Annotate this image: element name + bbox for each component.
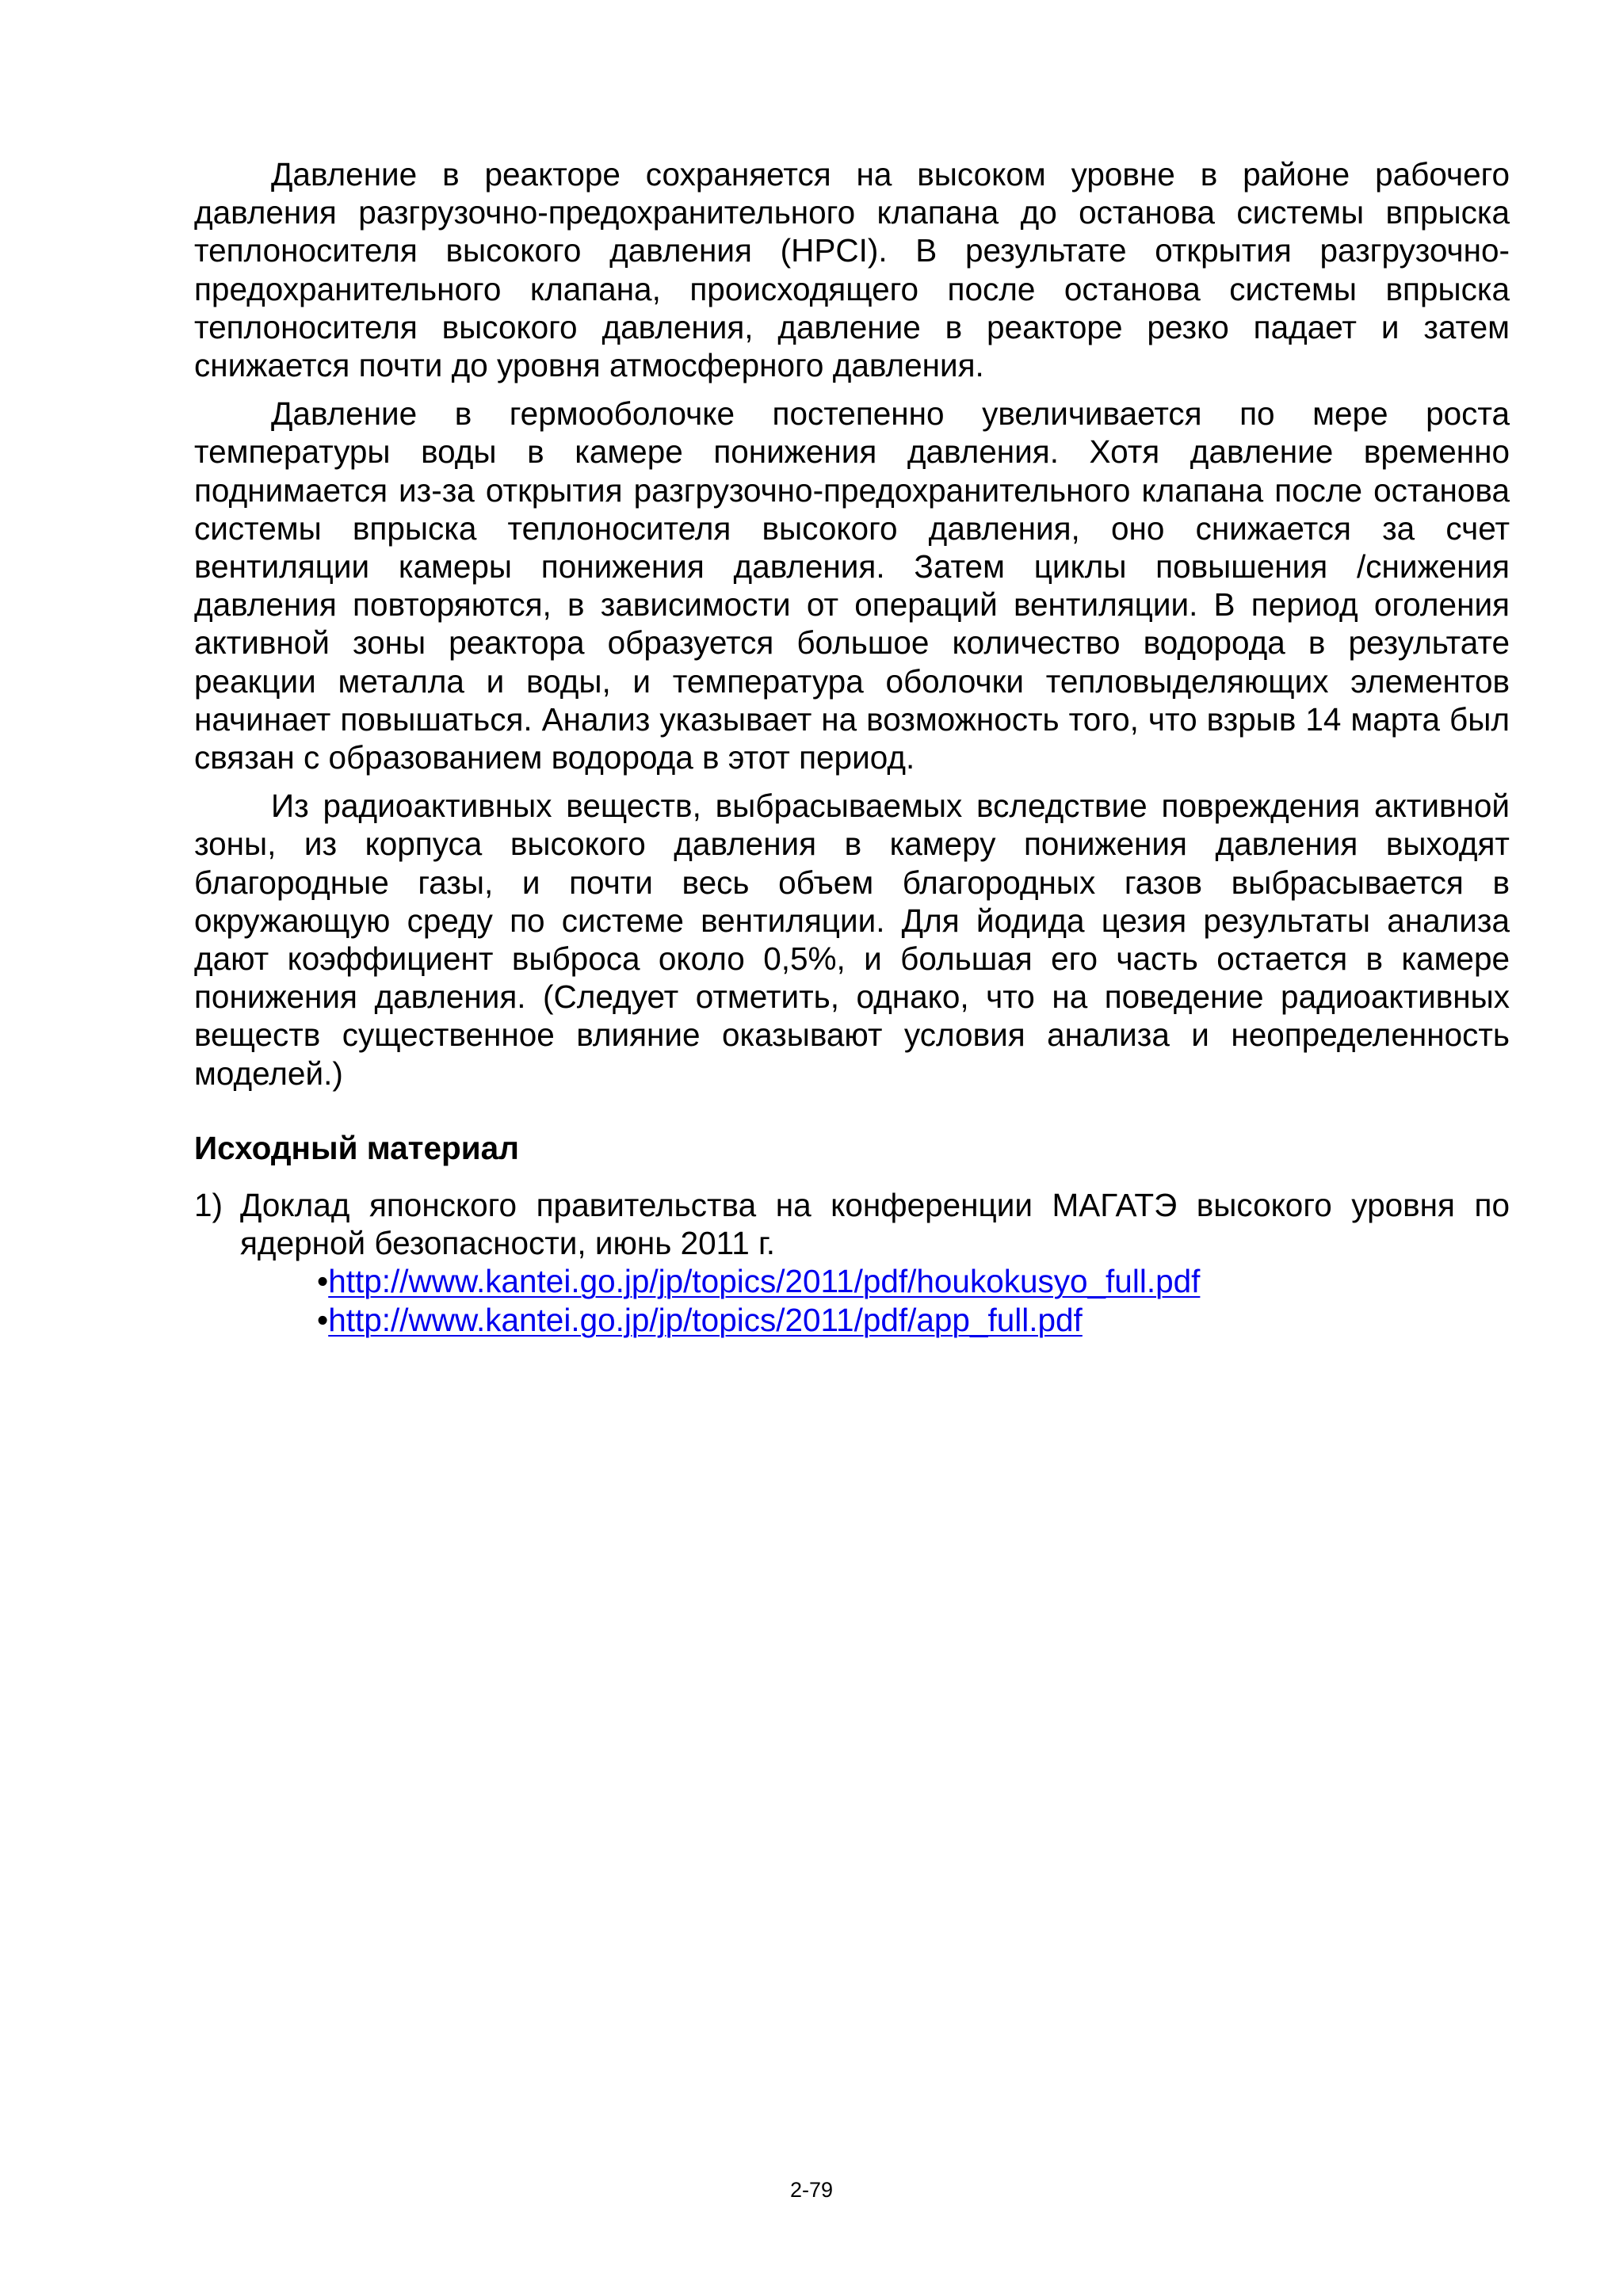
paragraph-containment-pressure: Давление в гермооболочке постепенно увеличивается по мере роста температуры воды в камере понижения давления. Хотя давление временно поднимается из-за открытия разгрузочно-предохранительного клапана после останова системы впрыска теплоносителя высокого давления, оно снижается за счет вентиляции камеры понижения давления. Затем циклы повышения /снижения давления повторяются, в зависимости от операций вентиляции. В период оголения активной зоны реактора образуется большое количество водорода в результате реакции металла и воды, и температура оболочки тепловыделяющих элементов начинает повышаться. Анализ указывает на возможность того, что взрыв 14 марта был связан с образованием водорода в этот период. — [194, 395, 1510, 776]
reference-text: Доклад японского правительства на конференции МАГАТЭ высокого уровня по ядерной безопасности, июнь 2011 г. — [240, 1187, 1510, 1262]
bullet-icon: • — [317, 1263, 329, 1300]
body-text — [194, 155, 1510, 1103]
reference-link-app-full[interactable]: http://www.kantei.go.jp/jp/topics/2011/pdf/app_full.pdf — [328, 1301, 1083, 1338]
reference-list — [194, 1186, 1510, 1339]
paragraph-radioactive-release: Из радиоактивных веществ, выбрасываемых вследствие повреждения активной зоны, из корпуса высокого давления в камеру понижения давления выходят благородные газы, и почти весь объем благородных газов выбрасывается в окружающую среду по системе вентиляции. Для йодида цезия результаты анализа дают коэффициент выброса около 0,5%, и большая его часть остается в камере понижения давления. (Следует отметить, однако, что на поведение радиоактивных веществ существенное влияние оказывают условия анализа и неопределенность моделей.) — [194, 788, 1510, 1092]
reference-links — [240, 1262, 1510, 1338]
reference-link-row — [317, 1262, 1510, 1300]
reference-item — [194, 1186, 1510, 1339]
reference-link-row — [317, 1301, 1510, 1339]
bullet-icon: • — [317, 1301, 329, 1338]
page-number: 2-79 — [789, 2178, 834, 2202]
section-heading-source-material: Исходный материал — [194, 1130, 519, 1166]
reference-link-houkokusyo[interactable]: http://www.kantei.go.jp/jp/topics/2011/pdf/houkokusyo_full.pdf — [328, 1263, 1201, 1300]
paragraph-reactor-pressure: Давление в реакторе сохраняется на высоком уровне в районе рабочего давления разгрузочно-предохранительного клапана до останова системы впрыска теплоносителя высокого давления (HPCI). В результате открытия разгрузочно-предохранительного клапана, происходящего после останова системы впрыска теплоносителя высокого давления, давление в реакторе резко падает и затем снижается почти до уровня атмосферного давления. — [194, 156, 1510, 384]
reference-number: 1) — [194, 1187, 223, 1223]
